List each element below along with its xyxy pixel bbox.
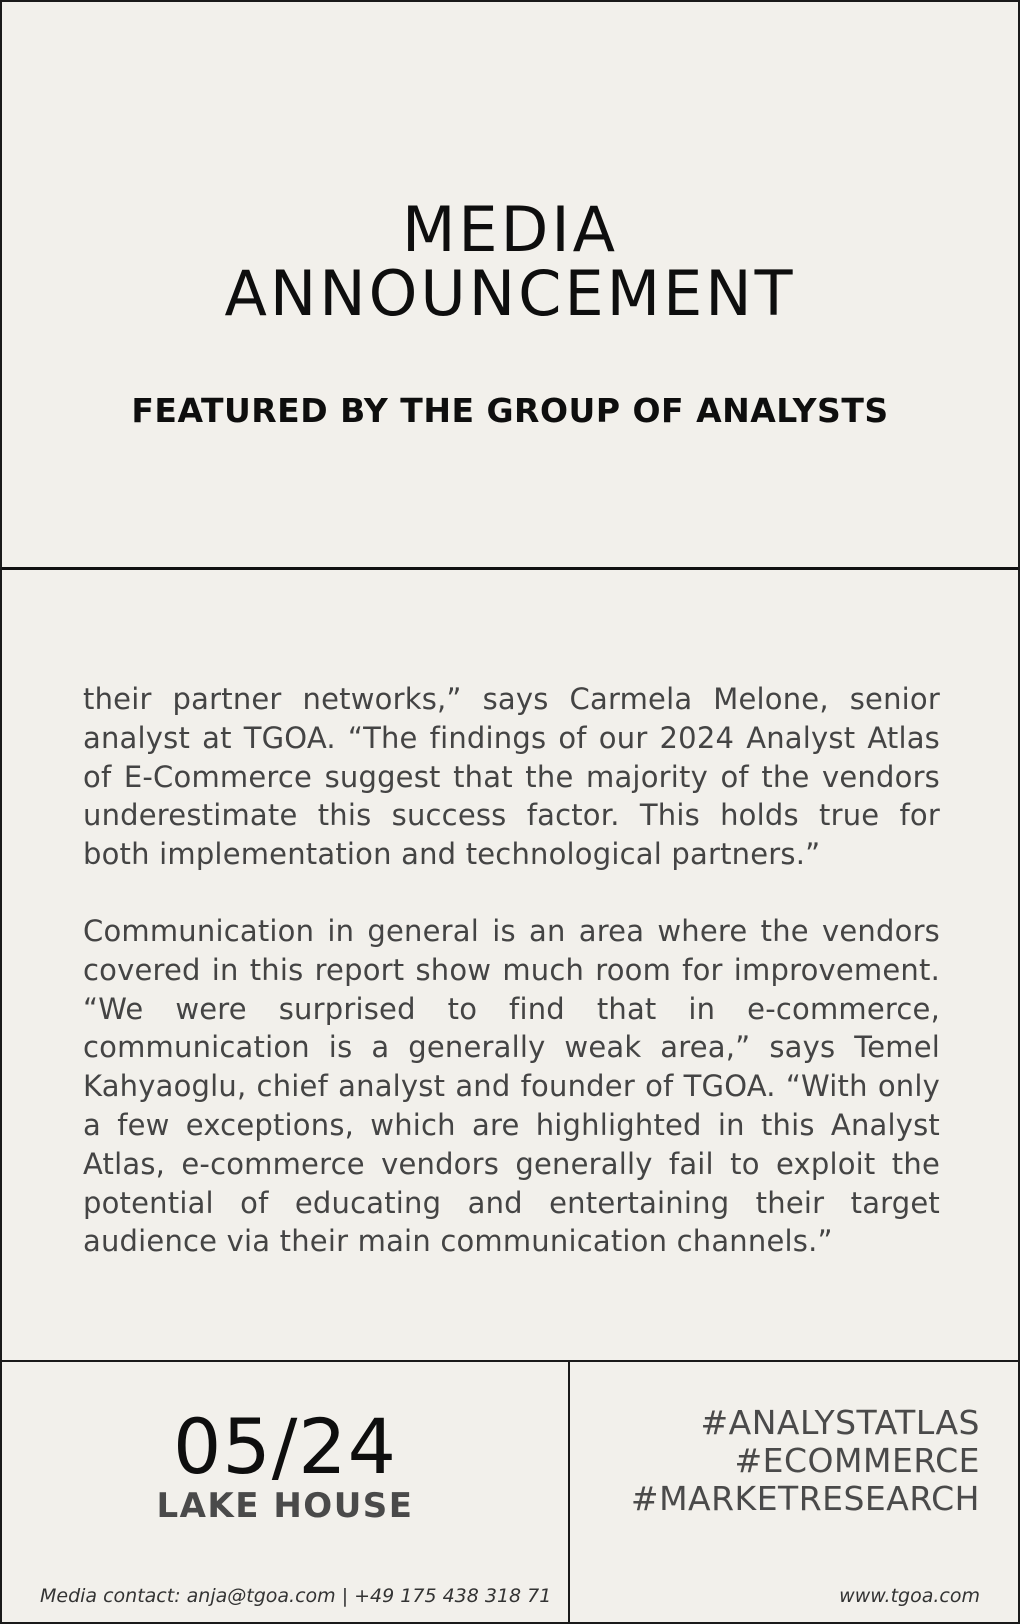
footer-section — [2, 1360, 1018, 1624]
title-line-media: MEDIA — [401, 193, 619, 266]
subtitle: FEATURED BY THE GROUP OF ANALYSTS — [131, 391, 889, 430]
page-title — [2, 193, 1018, 330]
hashtag-item: #ANALYSTATLAS — [700, 1403, 980, 1442]
hashtag-item: #ECOMMERCE — [734, 1441, 980, 1480]
website-link[interactable]: www.tgoa.com — [839, 1585, 980, 1607]
media-contact: Media contact: anja@tgoa.com | +49 175 438 318 71 — [40, 1585, 552, 1607]
hashtag-item: #MARKETRESEARCH — [630, 1479, 980, 1518]
footer-divider — [568, 1362, 570, 1624]
event-venue: LAKE HOUSE — [156, 1486, 414, 1526]
paragraph-2: Communication in general is an area where the vendors covered in this report show much room for improvement. “We were surprised to find that in e-commerce, communication is a generally weak area,” says Temel Kahyaoglu, chief analyst and founder of TGOA. “With only a few exceptions, which are highlighted in this Analyst Atlas, e-commerce vendors generally fail to exploit the potential of educating and entertaining their target audience via their main communication channels.” — [83, 913, 940, 1259]
paragraph-1: their partner networks,” says Carmela Melone, senior analyst at TGOA. “The findings of our 2024 Analyst Atlas of E-Commerce suggest that the majority of the vendors underestimate this success factor. This holds true for both implementation and technological partners.” — [83, 682, 940, 872]
title-line-announcement: ANNOUNCEMENT — [224, 257, 796, 330]
header-section — [2, 2, 1018, 570]
article-body — [83, 680, 940, 1299]
hashtag-list — [631, 1404, 980, 1518]
event-date: 05/24 — [172, 1402, 398, 1491]
